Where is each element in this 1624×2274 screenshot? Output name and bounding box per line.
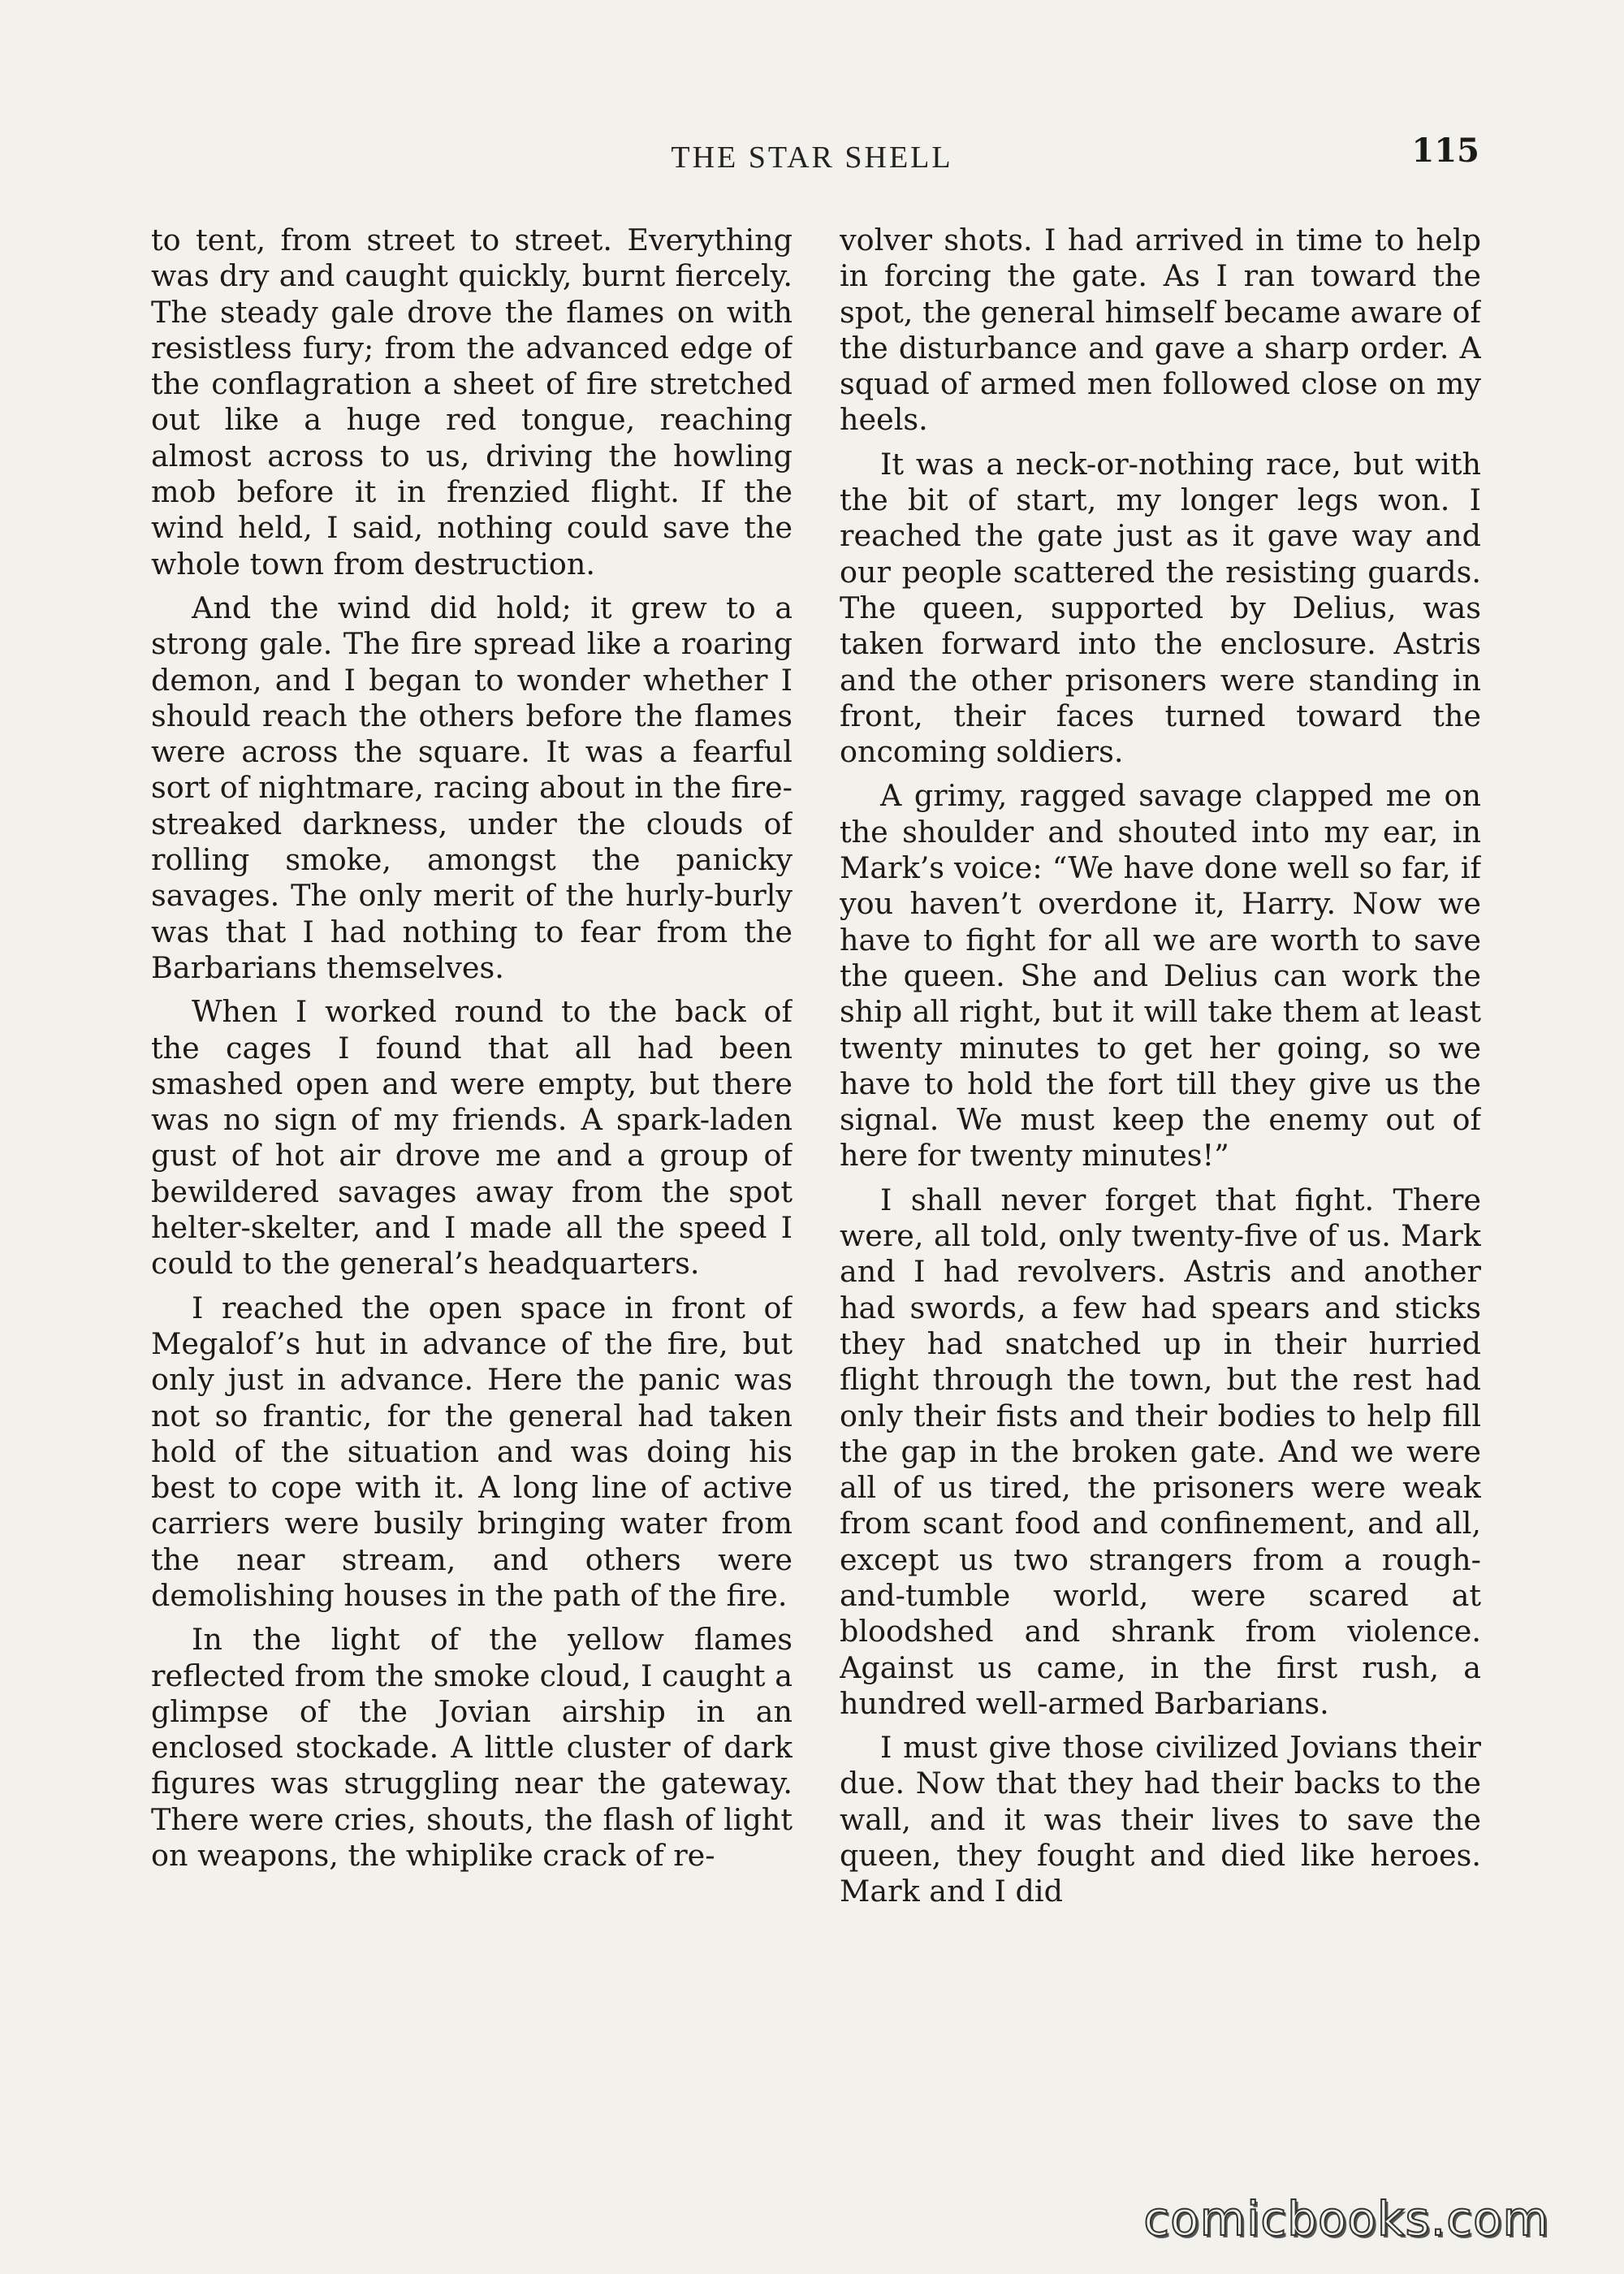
paragraph: And the wind did hold; it grew to a strong gale. The fire spread like a roaring demon, and I began to wonder whether I should reach the others before the flames were across the square. It was a fearful sort of nightmare, racing about in the fire-streaked darkness, under the clouds of rolling smoke, amongst the panicky savages. The only merit of the hurly-burly was that I had nothing to fear from the Barbarians themselves. <box>151 590 793 985</box>
paragraph: In the light of the yellow flames reflected from the smoke cloud, I caught a glimpse of the Jovian airship in an enclosed stockade. A little cluster of dark figures was struggling near the gateway. There were cries, shouts, the flash of light on weapons, the whiplike crack of re- <box>151 1622 793 1874</box>
paragraph: A grimy, ragged savage clapped me on the shoulder and shouted into my ear, in Mark’s voice: “We have done well so far, if you haven’t overdone it, Harry. Now we have to fight for all we are worth to save the queen. She and Delius can work the ship all right, but it will take them at least twenty minutes to get her going, so we have to hold the fort till they give us the signal. We must keep the enemy out of here for twenty minutes!” <box>840 778 1481 1174</box>
left-text-column <box>151 223 793 2139</box>
right-text-column <box>840 223 1481 2139</box>
site-watermark: comicbooks.com <box>1143 2191 1549 2246</box>
page-number: 115 <box>1411 132 1479 170</box>
paragraph: When I worked round to the back of the cages I found that all had been smashed open and were empty, but there was no sign of my friends. A spark-laden gust of hot air drove me and a group of bewildered savages away from the spot helter-skelter, and I made all the speed I could to the general’s headquarters. <box>151 994 793 1282</box>
paragraph: I shall never forget that fight. There were, all told, only twenty-five of us. Mark and I had revolvers. Astris and another had swords, a few had spears and sticks they had snatched up in their hurried flight through the town, but the rest had only their fists and their bodies to help fill the gap in the broken gate. And we were all of us tired, the prisoners were weak from scant food and confinement, and all, except us two strangers from a rough-and-tumble world, were scared at bloodshed and shrank from violence. Against us came, in the first rush, a hundred well-armed Barbarians. <box>840 1182 1481 1721</box>
paragraph: It was a neck-or-nothing race, but with the bit of start, my longer legs won. I reached the gate just as it gave way and our people scattered the resisting guards. The queen, supported by Delius, was taken forward into the enclosure. Astris and the other prisoners were standing in front, their faces turned toward the oncoming soldiers. <box>840 446 1481 770</box>
paragraph: volver shots. I had arrived in time to help in forcing the gate. As I ran toward the spot, the general himself became aware of the disturbance and gave a sharp order. A squad of armed men followed close on my heels. <box>840 223 1481 438</box>
page-title: THE STAR SHELL <box>671 141 953 175</box>
paragraph: I must give those civilized Jovians their due. Now that they had their backs to the wall, and it was their lives to save the queen, they fought and died like heroes. Mark and I did <box>840 1730 1481 1909</box>
paragraph: to tent, from street to street. Everything was dry and caught quickly, burnt fiercely. The steady gale drove the flames on with resistless fury; from the advanced edge of the conflagration a sheet of fire stretched out like a huge red tongue, reaching almost across to us, driving the howling mob before it in frenzied flight. If the wind held, I said, nothing could save the whole town from destruction. <box>151 223 793 581</box>
paragraph: I reached the open space in front of Megalof’s hut in advance of the fire, but only just in advance. Here the panic was not so frantic, for the general had taken hold of the situation and was doing his best to cope with it. A long line of active carriers were busily bringing water from the near stream, and others were demolishing houses in the path of the fire. <box>151 1290 793 1613</box>
